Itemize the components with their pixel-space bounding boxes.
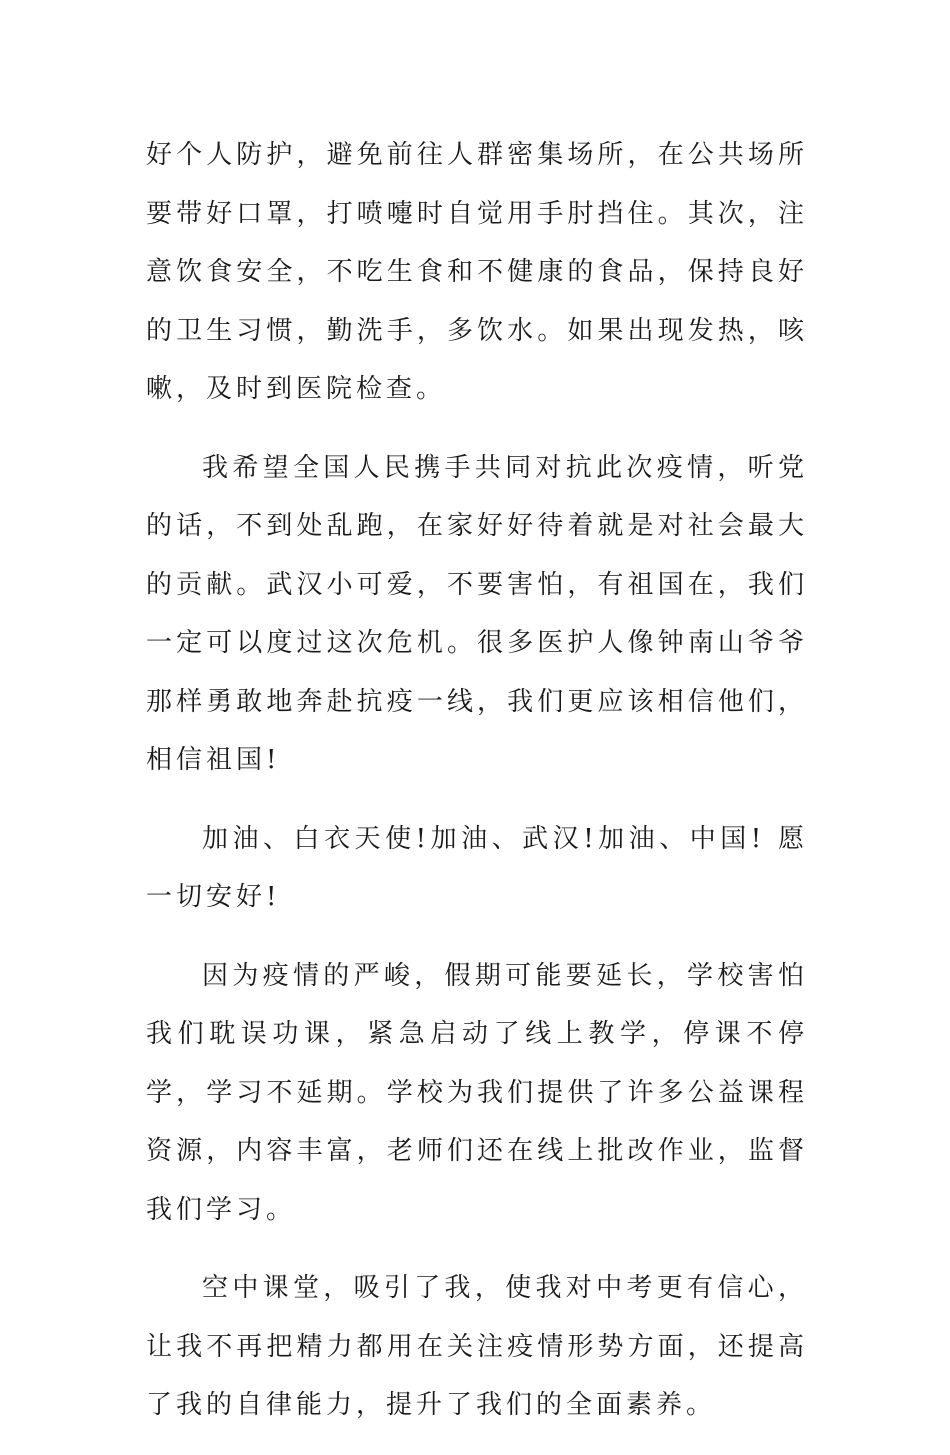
paragraph-air-classroom: 空中课堂，吸引了我，使我对中考更有信心，让我不再把精力都用在关注疫情形势方面，还提高了我的自律能力，提升了我们的全面素养。 xyxy=(146,1273,808,1420)
paragraph-continued: 好个人防护，避免前往人群密集场所，在公共场所要带好口罩，打喷嚏时自觉用手肘挡住。其次，注意饮食安全，不吃生食和不健康的食品，保持良好的卫生习惯，勤洗手，多饮水。如果出现发热，咳嗽，及时到医院检查。 xyxy=(146,140,808,404)
document-body xyxy=(146,126,808,1455)
paragraph-cheer: 加油、白衣天使!加油、武汉!加油、中国! 愿一切安好! xyxy=(146,823,808,912)
paragraph-online-teaching: 因为疫情的严峻，假期可能要延长，学校害怕我们耽误功课，紧急启动了线上教学，停课不停学，学习不延期。学校为我们提供了许多公益课程资源，内容丰富，老师们还在线上批改作业，监督我们学习。 xyxy=(146,960,808,1225)
paragraph-hope: 我希望全国人民携手共同对抗此次疫情，听党的话，不到处乱跑，在家好好待着就是对社会最大的贡献。武汉小可爱，不要害怕，有祖国在，我们一定可以度过这次危机。很多医护人像钟南山爷爷那样勇敢地奔赴抗疫一线，我们更应该相信他们，相信祖国! xyxy=(146,452,808,775)
